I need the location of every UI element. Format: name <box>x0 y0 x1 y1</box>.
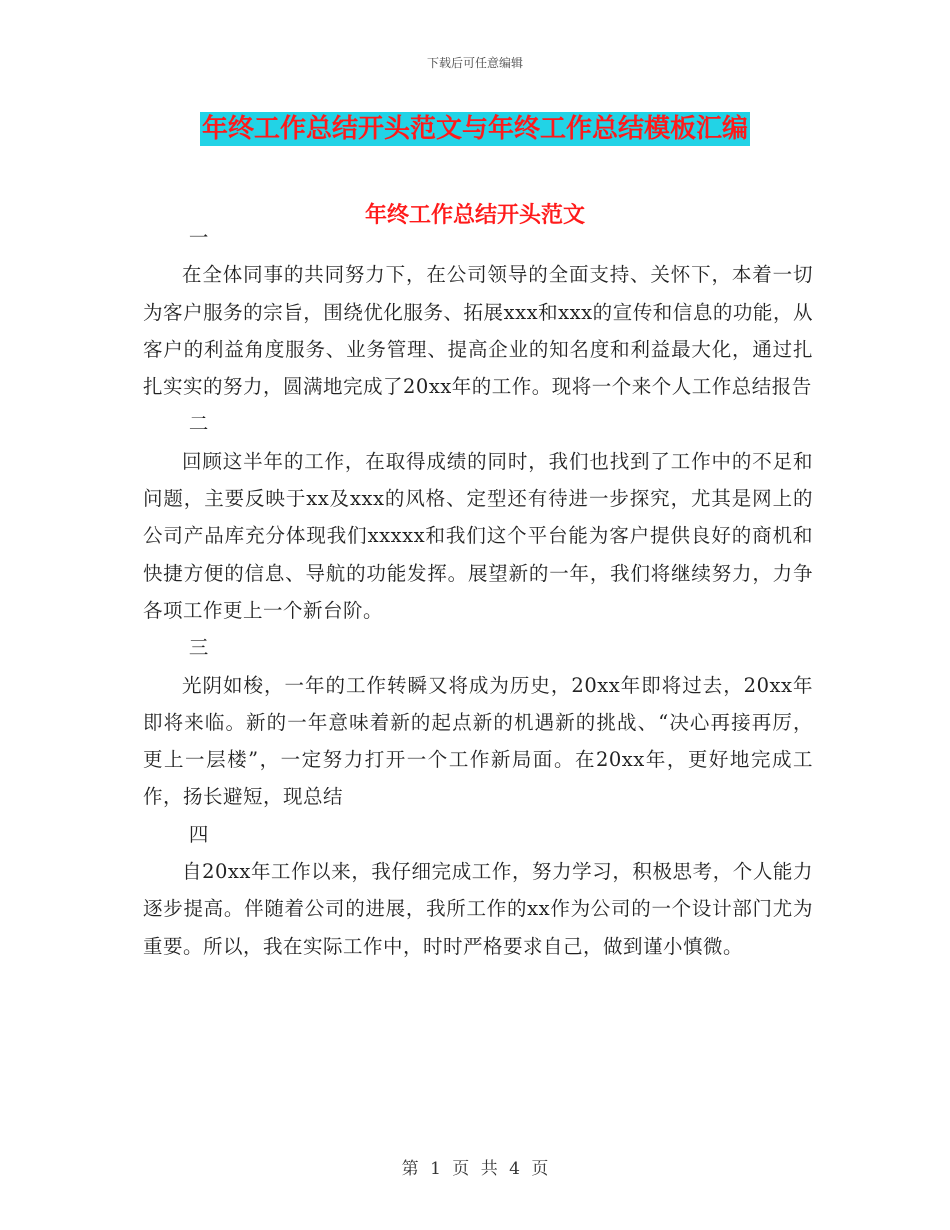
section-number-2: 二 <box>188 412 209 436</box>
paragraph-1: 在全体同事的共同努力下，在公司领导的全面支持、关怀下，本着一切为客户服务的宗旨，围绕优化服务、拓展xxx和xxx的宣传和信息的功能，从客户的利益角度服务、业务管理、提高企业的知名度和利益最大化，通过扎扎实实的努力，圆满地完成了20xx年的工作。现将一个来个人工作总结报告 <box>143 263 813 399</box>
section-number-3: 三 <box>188 636 209 660</box>
section-number-1: 一 <box>188 226 209 249</box>
section-number-4: 四 <box>188 822 209 846</box>
paragraph-3: 光阴如梭，一年的工作转瞬又将成为历史，20xx年即将过去，20xx年即将来临。新的一年意味着新的起点新的机遇新的挑战、“决心再接再厉，更上一层楼”，一定努力打开一个工作新局面。在20xx年，更好地完成工作，扬长避短，现总结 <box>143 673 813 809</box>
header-note: 下载后可任意编辑 <box>426 56 523 70</box>
section-title: 年终工作总结开头范文 <box>364 203 585 228</box>
document-title: 年终工作总结开头范文与年终工作总结模板汇编 <box>201 114 748 144</box>
paragraph-4: 自20xx年工作以来，我仔细完成工作，努力学习，积极思考，个人能力逐步提高。伴随着公司的进展，我所工作的xx作为公司的一个设计部门尤为重要。所以，我在实际工作中，时时严格要求自己，做到谨小慎微。 <box>143 860 813 958</box>
document-title-wrapper <box>0 112 950 146</box>
page-footer: 第 1 页 共 4 页 <box>401 1159 549 1179</box>
document-body <box>143 219 813 965</box>
paragraph-2: 回顾这半年的工作，在取得成绩的同时，我们也找到了工作中的不足和问题，主要反映于xx及xxx的风格、定型还有待进一步探究，尤其是网上的公司产品库充分体现我们xxxxx和我们这个平台能为客户提供良好的商机和快捷方便的信息、导航的功能发挥。展望新的一年，我们将继续努力，力争各项工作更上一个新台阶。 <box>143 449 813 622</box>
